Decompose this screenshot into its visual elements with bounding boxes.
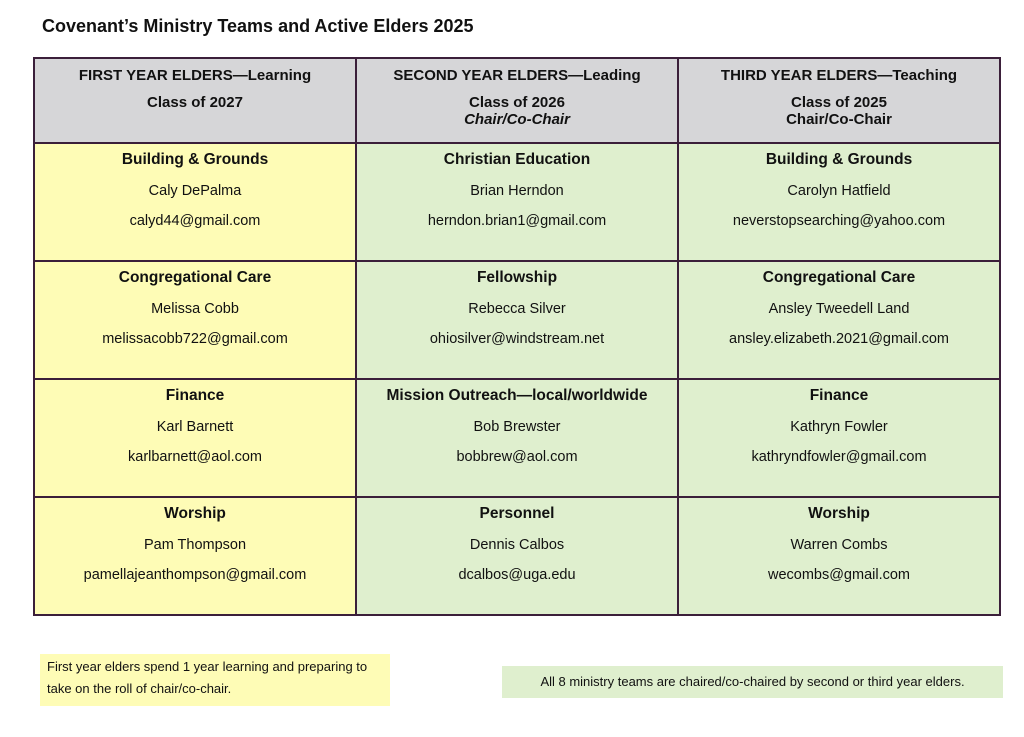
team-cell: [356, 143, 678, 261]
column-header-role: Chair/Co-Chair: [786, 111, 892, 128]
first-year-note: First year elders spend 1 year learning and preparing to take on the roll of chair/co-chair.: [40, 654, 390, 706]
team-name: Fellowship: [476, 269, 558, 286]
elder-name: Melissa Cobb: [151, 301, 239, 317]
team-name: Worship: [808, 505, 870, 522]
team-name: Congregational Care: [762, 269, 916, 286]
team-cell: [356, 497, 678, 615]
team-cell: [356, 261, 678, 379]
table-row: [34, 379, 1000, 497]
elder-name: Kathryn Fowler: [790, 419, 888, 435]
elder-name: Caly DePalma: [148, 183, 242, 199]
team-cell: [34, 379, 356, 497]
elder-name: Bob Brewster: [473, 419, 561, 435]
elder-name: Rebecca Silver: [468, 301, 566, 317]
column-header-second-year: [356, 58, 678, 143]
team-name: Christian Education: [443, 151, 591, 168]
table-row: [34, 497, 1000, 615]
team-name: Finance: [165, 387, 225, 404]
team-cell: [678, 379, 1000, 497]
column-header-title: FIRST YEAR ELDERS—Learning: [78, 67, 312, 84]
elder-email: wecombs@gmail.com: [767, 567, 911, 583]
elder-email: herndon.brian1@gmail.com: [427, 213, 607, 229]
team-cell: [34, 143, 356, 261]
column-header-class: Class of 2027: [147, 94, 243, 111]
column-header-class: Class of 2025: [791, 94, 887, 111]
elder-email: kathryndfowler@gmail.com: [751, 449, 927, 465]
team-cell: [34, 261, 356, 379]
column-header-title: SECOND YEAR ELDERS—Leading: [393, 67, 641, 84]
team-name: Building & Grounds: [765, 151, 913, 168]
elder-name: Ansley Tweedell Land: [768, 301, 910, 317]
elder-name: Warren Combs: [790, 537, 888, 553]
elder-name: Brian Herndon: [470, 183, 564, 199]
team-cell: [678, 143, 1000, 261]
elder-email: neverstopsearching@yahoo.com: [732, 213, 946, 229]
team-name: Worship: [164, 505, 226, 522]
team-cell: [678, 497, 1000, 615]
elder-email: melissacobb722@gmail.com: [102, 331, 288, 347]
elder-email: calyd44@gmail.com: [129, 213, 261, 229]
elder-email: karlbarnett@aol.com: [128, 449, 262, 465]
elder-name: Carolyn Hatfield: [787, 183, 891, 199]
page-title: Covenant’s Ministry Teams and Active Elders 2025: [42, 16, 474, 36]
team-name: Building & Grounds: [121, 151, 269, 168]
team-cell: [678, 261, 1000, 379]
column-header-title: THIRD YEAR ELDERS—Teaching: [720, 67, 958, 84]
elder-name: Karl Barnett: [156, 419, 234, 435]
team-name: Congregational Care: [118, 269, 272, 286]
ministry-teams-table: [33, 57, 1001, 616]
team-cell: [356, 379, 678, 497]
elder-email: bobbrew@aol.com: [456, 449, 578, 465]
table-row: [34, 143, 1000, 261]
ministry-teams-note: All 8 ministry teams are chaired/co-chaired by second or third year elders.: [502, 666, 1003, 698]
header-row: [34, 58, 1000, 143]
elder-email: ohiosilver@windstream.net: [429, 331, 605, 347]
column-header-class: Class of 2026: [469, 94, 565, 111]
elder-email: pamellajeanthompson@gmail.com: [83, 567, 307, 583]
elder-name: Dennis Calbos: [469, 537, 565, 553]
elder-name: Pam Thompson: [143, 537, 247, 553]
column-header-first-year: [34, 58, 356, 143]
column-header-third-year: [678, 58, 1000, 143]
elder-email: dcalbos@uga.edu: [458, 567, 576, 583]
team-cell: [34, 497, 356, 615]
elder-email: ansley.elizabeth.2021@gmail.com: [729, 331, 949, 347]
table-row: [34, 261, 1000, 379]
team-name: Personnel: [479, 505, 555, 522]
team-name: Mission Outreach—local/worldwide: [386, 387, 648, 404]
column-header-role: Chair/Co-Chair: [464, 111, 570, 128]
team-name: Finance: [809, 387, 869, 404]
